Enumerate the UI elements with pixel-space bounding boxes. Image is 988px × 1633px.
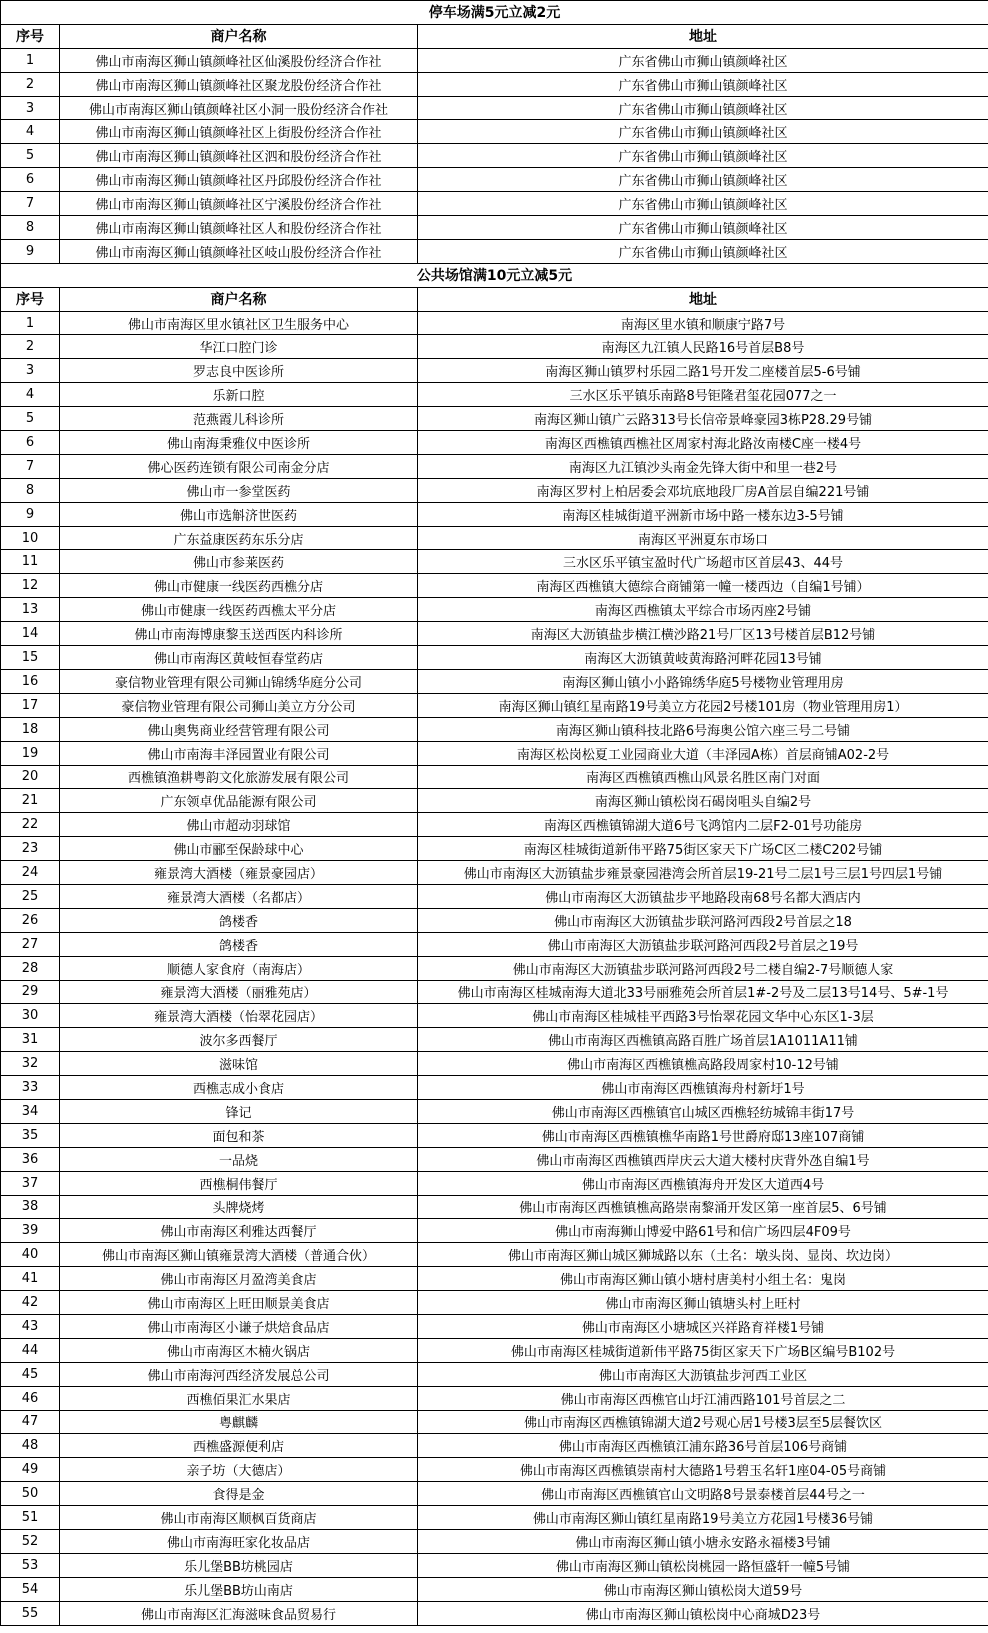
table-row bbox=[1, 454, 988, 478]
merchant-name: 鸽楼香 bbox=[60, 932, 418, 956]
merchant-name: 顺德人家食府（南海店） bbox=[60, 956, 418, 980]
merchant-name: 广东益康医药东乐分店 bbox=[60, 526, 418, 550]
table-row bbox=[1, 359, 988, 383]
table-row bbox=[1, 1171, 988, 1195]
row-index: 29 bbox=[1, 980, 60, 1004]
merchant-name: 佛山市参莱医药 bbox=[60, 550, 418, 574]
merchant-name: 佛山市南海丰泽园置业有限公司 bbox=[60, 741, 418, 765]
merchant-name: 亲子坊（大德店） bbox=[60, 1458, 418, 1482]
merchant-name: 乐新口腔 bbox=[60, 383, 418, 407]
table-row bbox=[1, 1028, 988, 1052]
section-title: 公共场馆满10元立减5元 bbox=[1, 263, 988, 287]
merchant-name: 佛山市南海区上旺田顺景美食店 bbox=[60, 1291, 418, 1315]
row-index: 6 bbox=[1, 431, 60, 455]
table-row bbox=[1, 1410, 988, 1434]
row-index: 30 bbox=[1, 1004, 60, 1028]
table-row bbox=[1, 765, 988, 789]
merchant-address: 佛山市南海区狮山镇小塘村唐美村小组土名：鬼岗 bbox=[418, 1267, 988, 1291]
merchant-name: 佛山奥隽商业经营管理有限公司 bbox=[60, 717, 418, 741]
table-row bbox=[1, 311, 988, 335]
merchant-address: 广东省佛山市狮山镇颜峰社区 bbox=[418, 168, 988, 192]
merchant-name: 面包和茶 bbox=[60, 1123, 418, 1147]
table-row bbox=[1, 622, 988, 646]
merchant-address: 广东省佛山市狮山镇颜峰社区 bbox=[418, 72, 988, 96]
row-index: 47 bbox=[1, 1410, 60, 1434]
merchant-address: 佛山市南海区大沥镇盐步联河路河西段2号首层之19号 bbox=[418, 932, 988, 956]
merchant-name: 滋味馆 bbox=[60, 1052, 418, 1076]
merchant-name: 佛山市南海区小谦子烘焙食品店 bbox=[60, 1314, 418, 1338]
merchant-name: 佛山市南海区狮山镇颜峰社区仙溪股份经济合作社 bbox=[60, 48, 418, 72]
row-index: 35 bbox=[1, 1123, 60, 1147]
table-row bbox=[1, 1147, 988, 1171]
merchant-address: 佛山市南海区西樵镇崇南村大德路1号碧玉名轩1座04-05号商铺 bbox=[418, 1458, 988, 1482]
merchant-address: 佛山市南海区西樵镇高路百胜广场首层1A1011A11铺 bbox=[418, 1028, 988, 1052]
merchant-name: 西樵桐伟餐厅 bbox=[60, 1171, 418, 1195]
merchant-name: 乐儿堡BB坊桃园店 bbox=[60, 1553, 418, 1577]
row-index: 39 bbox=[1, 1219, 60, 1243]
table-row bbox=[1, 502, 988, 526]
merchant-address: 佛山市南海区狮山镇松岗桃园一路恒盛轩一幢5号铺 bbox=[418, 1553, 988, 1577]
merchant-address: 广东省佛山市狮山镇颜峰社区 bbox=[418, 216, 988, 240]
merchant-address: 南海区桂城街道新伟平路75街区家天下广场C区二楼C202号铺 bbox=[418, 837, 988, 861]
merchant-name: 豪信物业管理有限公司狮山美立方分公司 bbox=[60, 693, 418, 717]
row-index: 28 bbox=[1, 956, 60, 980]
merchant-name: 佛山市郦至保龄球中心 bbox=[60, 837, 418, 861]
merchant-name: 佛山市南海区顺枫百货商店 bbox=[60, 1506, 418, 1530]
merchant-name: 波尔多西餐厅 bbox=[60, 1028, 418, 1052]
merchant-address: 广东省佛山市狮山镇颜峰社区 bbox=[418, 144, 988, 168]
merchant-name: 西樵佰果汇水果店 bbox=[60, 1386, 418, 1410]
table-row bbox=[1, 1434, 988, 1458]
table-row bbox=[1, 550, 988, 574]
table-row bbox=[1, 1243, 988, 1267]
merchant-address: 佛山市南海区西樵镇海舟开发区大道西4号 bbox=[418, 1171, 988, 1195]
table-row bbox=[1, 144, 988, 168]
table-row bbox=[1, 1123, 988, 1147]
merchant-address: 佛山市南海区西樵镇锦湖大道2号观心居1号楼3层至5层餐饮区 bbox=[418, 1410, 988, 1434]
row-index: 11 bbox=[1, 550, 60, 574]
merchant-address: 南海区罗村上柏居委会邓坑底地段厂房A首层自编221号铺 bbox=[418, 478, 988, 502]
row-index: 14 bbox=[1, 622, 60, 646]
merchant-address: 佛山市南海区西樵镇西岸庆云大道大楼村庆背外氹自编1号 bbox=[418, 1147, 988, 1171]
row-index: 40 bbox=[1, 1243, 60, 1267]
row-index: 55 bbox=[1, 1601, 60, 1625]
row-index: 8 bbox=[1, 216, 60, 240]
row-index: 2 bbox=[1, 335, 60, 359]
row-index: 37 bbox=[1, 1171, 60, 1195]
merchant-address: 广东省佛山市狮山镇颜峰社区 bbox=[418, 48, 988, 72]
merchant-name: 西樵盛源便利店 bbox=[60, 1434, 418, 1458]
table-row bbox=[1, 669, 988, 693]
merchant-address: 佛山市南海区西樵官山圩江浦西路101号首层之二 bbox=[418, 1386, 988, 1410]
merchant-address: 南海区里水镇和顺康宁路7号 bbox=[418, 311, 988, 335]
row-index: 26 bbox=[1, 908, 60, 932]
row-index: 51 bbox=[1, 1506, 60, 1530]
merchant-address: 佛山市南海区西樵镇樵高路段周家村10-12号铺 bbox=[418, 1052, 988, 1076]
merchant-address: 佛山市南海区西樵镇樵高路崇南黎涌开发区第一座首层5、6号铺 bbox=[418, 1195, 988, 1219]
row-index: 21 bbox=[1, 789, 60, 813]
merchant-address: 佛山市南海区西樵镇樵华南路1号世爵府邸13座107商铺 bbox=[418, 1123, 988, 1147]
table-row bbox=[1, 1338, 988, 1362]
row-index: 44 bbox=[1, 1338, 60, 1362]
table-row bbox=[1, 1004, 988, 1028]
merchant-name: 雍景湾大酒楼（丽雅苑店） bbox=[60, 980, 418, 1004]
table-row bbox=[1, 1195, 988, 1219]
column-header-merchant: 商户名称 bbox=[60, 287, 418, 311]
merchant-address: 南海区狮山镇小小路锦绣华庭5号楼物业管理用房 bbox=[418, 669, 988, 693]
table-row bbox=[1, 837, 988, 861]
merchant-address: 佛山市南海区狮山城区狮城路以东（土名：墩头岗、显岗、坎边岗） bbox=[418, 1243, 988, 1267]
table-row bbox=[1, 646, 988, 670]
merchant-name: 佛山市健康一线医药西樵分店 bbox=[60, 574, 418, 598]
merchant-address: 广东省佛山市狮山镇颜峰社区 bbox=[418, 120, 988, 144]
merchant-name: 佛山市一参堂医药 bbox=[60, 478, 418, 502]
merchant-address: 广东省佛山市狮山镇颜峰社区 bbox=[418, 239, 988, 263]
merchant-name: 佛山市南海博康黎玉送西医内科诊所 bbox=[60, 622, 418, 646]
table-row bbox=[1, 956, 988, 980]
row-index: 3 bbox=[1, 96, 60, 120]
table-row bbox=[1, 1076, 988, 1100]
row-index: 4 bbox=[1, 383, 60, 407]
column-header-index: 序号 bbox=[1, 287, 60, 311]
row-index: 38 bbox=[1, 1195, 60, 1219]
merchant-address: 南海区大沥镇盐步横江横沙路21号厂区13号楼首层B12号铺 bbox=[418, 622, 988, 646]
row-index: 46 bbox=[1, 1386, 60, 1410]
merchant-name: 佛山市南海区月盈湾美食店 bbox=[60, 1267, 418, 1291]
table-row bbox=[1, 526, 988, 550]
merchant-address: 南海区狮山镇松岗石碣岗咀头自编2号 bbox=[418, 789, 988, 813]
table-row bbox=[1, 431, 988, 455]
merchant-address: 佛山市南海区大沥镇盐步平地路段南68号名都大酒店内 bbox=[418, 884, 988, 908]
row-index: 5 bbox=[1, 144, 60, 168]
table-row bbox=[1, 1291, 988, 1315]
table-row bbox=[1, 1553, 988, 1577]
row-index: 24 bbox=[1, 861, 60, 885]
merchant-address: 广东省佛山市狮山镇颜峰社区 bbox=[418, 96, 988, 120]
merchant-address: 南海区西樵镇太平综合市场丙座2号铺 bbox=[418, 598, 988, 622]
table-row bbox=[1, 574, 988, 598]
row-index: 9 bbox=[1, 502, 60, 526]
section-title-row bbox=[1, 263, 988, 287]
row-index: 36 bbox=[1, 1147, 60, 1171]
column-header-merchant: 商户名称 bbox=[60, 24, 418, 48]
row-index: 33 bbox=[1, 1076, 60, 1100]
merchant-name: 佛山市南海区狮山镇颜峰社区聚龙股份经济合作社 bbox=[60, 72, 418, 96]
merchant-name: 佛山市南海区黄岐恒春堂药店 bbox=[60, 646, 418, 670]
table-row bbox=[1, 884, 988, 908]
merchant-name: 锋记 bbox=[60, 1099, 418, 1123]
table-row bbox=[1, 861, 988, 885]
merchant-name: 豪信物业管理有限公司狮山锦绣华庭分公司 bbox=[60, 669, 418, 693]
merchant-name: 佛山市南海区狮山镇颜峰社区岐山股份经济合作社 bbox=[60, 239, 418, 263]
merchant-address: 佛山市南海区西樵镇海舟村新圩1号 bbox=[418, 1076, 988, 1100]
merchant-address: 南海区西樵镇大德综合商铺第一幢一楼西边（自编1号铺） bbox=[418, 574, 988, 598]
merchant-address: 佛山市南海区西樵镇江浦东路36号首层106号商铺 bbox=[418, 1434, 988, 1458]
merchant-address: 佛山市南海区大沥镇盐步河西工业区 bbox=[418, 1362, 988, 1386]
merchant-name: 佛山市超动羽球馆 bbox=[60, 813, 418, 837]
row-index: 16 bbox=[1, 669, 60, 693]
merchant-address: 佛山市南海区狮山镇松岗大道59号 bbox=[418, 1577, 988, 1601]
merchant-name: 一品烧 bbox=[60, 1147, 418, 1171]
merchant-name: 西樵镇渔耕粤韵文化旅游发展有限公司 bbox=[60, 765, 418, 789]
merchant-address: 南海区桂城街道平洲新市场中路一楼东边3-5号铺 bbox=[418, 502, 988, 526]
row-index: 9 bbox=[1, 239, 60, 263]
merchant-address: 佛山市南海区桂城街道新伟平路75街区家天下广场B区编号B102号 bbox=[418, 1338, 988, 1362]
merchant-name: 鸽楼香 bbox=[60, 908, 418, 932]
merchant-address: 南海区狮山镇广云路313号长信帝景峰豪园3栋P28.29号铺 bbox=[418, 407, 988, 431]
table-row bbox=[1, 717, 988, 741]
row-index: 10 bbox=[1, 526, 60, 550]
row-index: 22 bbox=[1, 813, 60, 837]
table-row bbox=[1, 48, 988, 72]
merchant-name: 西樵志成小食店 bbox=[60, 1076, 418, 1100]
row-index: 19 bbox=[1, 741, 60, 765]
merchant-name: 佛山市南海区狮山镇颜峰社区丹邱股份经济合作社 bbox=[60, 168, 418, 192]
merchant-name: 佛山市健康一线医药西樵太平分店 bbox=[60, 598, 418, 622]
merchant-name: 雍景湾大酒楼（雍景豪园店） bbox=[60, 861, 418, 885]
row-index: 7 bbox=[1, 192, 60, 216]
table-row bbox=[1, 1577, 988, 1601]
row-index: 52 bbox=[1, 1530, 60, 1554]
merchant-address: 三水区乐平镇乐南路8号钜隆君玺花园077之一 bbox=[418, 383, 988, 407]
row-index: 48 bbox=[1, 1434, 60, 1458]
row-index: 31 bbox=[1, 1028, 60, 1052]
row-index: 42 bbox=[1, 1291, 60, 1315]
table-row bbox=[1, 192, 988, 216]
row-index: 4 bbox=[1, 120, 60, 144]
merchant-address: 佛山市南海区西樵镇官山文明路8号景泰楼首层44号之一 bbox=[418, 1482, 988, 1506]
merchant-address: 南海区西樵镇锦湖大道6号飞鸿馆内二层F2-01号功能房 bbox=[418, 813, 988, 837]
merchant-name: 范燕霞儿科诊所 bbox=[60, 407, 418, 431]
row-index: 1 bbox=[1, 311, 60, 335]
table-row bbox=[1, 216, 988, 240]
table-row bbox=[1, 789, 988, 813]
row-index: 6 bbox=[1, 168, 60, 192]
merchant-address: 佛山市南海区大沥镇盐步联河路河西段2号首层之18 bbox=[418, 908, 988, 932]
row-index: 17 bbox=[1, 693, 60, 717]
merchant-address: 南海区九江镇沙头南金先锋大街中和里一巷2号 bbox=[418, 454, 988, 478]
merchant-address: 佛山市南海区狮山镇小塘永安路永福楼3号铺 bbox=[418, 1530, 988, 1554]
merchant-name: 佛山市南海河西经济发展总公司 bbox=[60, 1362, 418, 1386]
merchant-address: 佛山市南海区狮山镇红星南路19号美立方花园1号楼36号铺 bbox=[418, 1506, 988, 1530]
section-title: 停车场满5元立减2元 bbox=[1, 1, 988, 25]
merchant-address: 南海区西樵镇西樵社区周家村海北路汝南楼C座一楼4号 bbox=[418, 431, 988, 455]
table-row bbox=[1, 239, 988, 263]
row-index: 43 bbox=[1, 1314, 60, 1338]
merchant-name: 佛山市南海区汇海滋味食品贸易行 bbox=[60, 1601, 418, 1625]
merchant-name: 佛山市南海区狮山镇颜峰社区泗和股份经济合作社 bbox=[60, 144, 418, 168]
row-index: 34 bbox=[1, 1099, 60, 1123]
row-index: 7 bbox=[1, 454, 60, 478]
row-index: 20 bbox=[1, 765, 60, 789]
table-row bbox=[1, 741, 988, 765]
column-header-index: 序号 bbox=[1, 24, 60, 48]
row-index: 15 bbox=[1, 646, 60, 670]
table-row bbox=[1, 1362, 988, 1386]
merchant-address: 佛山市南海区桂城桂平西路3号怡翠花园文华中心东区1-3层 bbox=[418, 1004, 988, 1028]
table-row bbox=[1, 932, 988, 956]
merchant-address: 南海区狮山镇红星南路19号美立方花园2号楼101房（物业管理用房1） bbox=[418, 693, 988, 717]
table-row bbox=[1, 1482, 988, 1506]
merchant-name: 头牌烧烤 bbox=[60, 1195, 418, 1219]
merchant-address: 佛山市南海区桂城南海大道北33号丽雅苑会所首层1#-2号及二层13号14号、5#-1号 bbox=[418, 980, 988, 1004]
merchant-name: 罗志良中医诊所 bbox=[60, 359, 418, 383]
row-index: 53 bbox=[1, 1553, 60, 1577]
merchant-address: 佛山市南海区狮山镇松岗中心商城D23号 bbox=[418, 1601, 988, 1625]
row-index: 54 bbox=[1, 1577, 60, 1601]
table-row bbox=[1, 908, 988, 932]
table-row bbox=[1, 407, 988, 431]
row-index: 45 bbox=[1, 1362, 60, 1386]
table-row bbox=[1, 96, 988, 120]
row-index: 23 bbox=[1, 837, 60, 861]
merchant-name: 雍景湾大酒楼（名都店） bbox=[60, 884, 418, 908]
merchant-name: 佛山市南海区狮山镇颜峰社区人和股份经济合作社 bbox=[60, 216, 418, 240]
section-title-row bbox=[1, 1, 988, 25]
merchant-address: 南海区西樵镇西樵山风景名胜区南门对面 bbox=[418, 765, 988, 789]
merchant-name: 粤麒麟 bbox=[60, 1410, 418, 1434]
merchant-name: 广东领卓优品能源有限公司 bbox=[60, 789, 418, 813]
row-index: 8 bbox=[1, 478, 60, 502]
merchant-name: 食得是金 bbox=[60, 1482, 418, 1506]
merchant-name: 佛山市南海区狮山镇颜峰社区上街股份经济合作社 bbox=[60, 120, 418, 144]
table-row bbox=[1, 72, 988, 96]
row-index: 41 bbox=[1, 1267, 60, 1291]
row-index: 18 bbox=[1, 717, 60, 741]
table-row bbox=[1, 1099, 988, 1123]
merchant-name: 佛山市南海区狮山镇颜峰社区宁溪股份经济合作社 bbox=[60, 192, 418, 216]
row-index: 12 bbox=[1, 574, 60, 598]
table-row bbox=[1, 598, 988, 622]
merchant-address: 佛山市南海区西樵镇官山城区西樵轻纺城锦丰街17号 bbox=[418, 1099, 988, 1123]
table-row bbox=[1, 1601, 988, 1625]
merchant-address: 佛山市南海区狮山镇塘头村上旺村 bbox=[418, 1291, 988, 1315]
table-row bbox=[1, 120, 988, 144]
table-row bbox=[1, 1458, 988, 1482]
table-row bbox=[1, 168, 988, 192]
merchant-name: 佛山市南海区狮山镇颜峰社区小洞一股份经济合作社 bbox=[60, 96, 418, 120]
merchant-address: 南海区平洲夏东市场口 bbox=[418, 526, 988, 550]
merchant-name: 佛山南海秉雅仪中医诊所 bbox=[60, 431, 418, 455]
merchant-address: 佛山市南海区大沥镇盐步联河路河西段2号二楼自编2-7号顺德人家 bbox=[418, 956, 988, 980]
row-index: 50 bbox=[1, 1482, 60, 1506]
row-index: 25 bbox=[1, 884, 60, 908]
row-index: 3 bbox=[1, 359, 60, 383]
column-header-row bbox=[1, 24, 988, 48]
merchant-name: 佛山市选斛济世医药 bbox=[60, 502, 418, 526]
merchant-name: 佛山市南海区木楠火锅店 bbox=[60, 1338, 418, 1362]
table-row bbox=[1, 335, 988, 359]
row-index: 13 bbox=[1, 598, 60, 622]
table-row bbox=[1, 980, 988, 1004]
merchant-address: 南海区狮山镇科技北路6号海奥公馆六座三号二号铺 bbox=[418, 717, 988, 741]
merchant-address: 三水区乐平镇宝盈时代广场超市区首层43、44号 bbox=[418, 550, 988, 574]
row-index: 49 bbox=[1, 1458, 60, 1482]
merchant-address: 佛山市南海区大沥镇盐步雍景豪园港湾会所首层19-21号二层1号三层1号四层1号铺 bbox=[418, 861, 988, 885]
merchant-name: 佛心医药连锁有限公司南金分店 bbox=[60, 454, 418, 478]
column-header-address: 地址 bbox=[418, 287, 988, 311]
row-index: 32 bbox=[1, 1052, 60, 1076]
table-row bbox=[1, 1314, 988, 1338]
merchant-table-body bbox=[1, 1, 988, 1626]
merchant-name: 佛山市南海区利雅达西餐厅 bbox=[60, 1219, 418, 1243]
merchant-address: 南海区九江镇人民路16号首层B8号 bbox=[418, 335, 988, 359]
column-header-row bbox=[1, 287, 988, 311]
merchant-address: 南海区大沥镇黄岐黄海路河畔花园13号铺 bbox=[418, 646, 988, 670]
table-row bbox=[1, 383, 988, 407]
row-index: 27 bbox=[1, 932, 60, 956]
merchant-address: 佛山市南海区小塘城区兴祥路育祥楼1号铺 bbox=[418, 1314, 988, 1338]
row-index: 5 bbox=[1, 407, 60, 431]
table-row bbox=[1, 1219, 988, 1243]
merchant-name: 华江口腔门诊 bbox=[60, 335, 418, 359]
column-header-address: 地址 bbox=[418, 24, 988, 48]
table-row bbox=[1, 478, 988, 502]
merchant-address: 南海区狮山镇罗村乐园二路1号开发二座楼首层5-6号铺 bbox=[418, 359, 988, 383]
merchant-name: 乐儿堡BB坊山南店 bbox=[60, 1577, 418, 1601]
table-row bbox=[1, 1267, 988, 1291]
row-index: 1 bbox=[1, 48, 60, 72]
table-row bbox=[1, 1052, 988, 1076]
merchant-name: 佛山市南海旺家化妆品店 bbox=[60, 1530, 418, 1554]
merchant-name: 佛山市南海区里水镇社区卫生服务中心 bbox=[60, 311, 418, 335]
table-row bbox=[1, 1506, 988, 1530]
table-row bbox=[1, 1530, 988, 1554]
merchant-address: 广东省佛山市狮山镇颜峰社区 bbox=[418, 192, 988, 216]
table-row bbox=[1, 693, 988, 717]
merchant-name: 佛山市南海区狮山镇雍景湾大酒楼（普通合伙） bbox=[60, 1243, 418, 1267]
merchant-address: 佛山市南海狮山博爱中路61号和信广场四层4F09号 bbox=[418, 1219, 988, 1243]
row-index: 2 bbox=[1, 72, 60, 96]
merchant-name: 雍景湾大酒楼（怡翠花园店） bbox=[60, 1004, 418, 1028]
merchant-address: 南海区松岗松夏工业园商业大道（丰泽园A栋）首层商铺A02-2号 bbox=[418, 741, 988, 765]
table-row bbox=[1, 813, 988, 837]
table-row bbox=[1, 1386, 988, 1410]
